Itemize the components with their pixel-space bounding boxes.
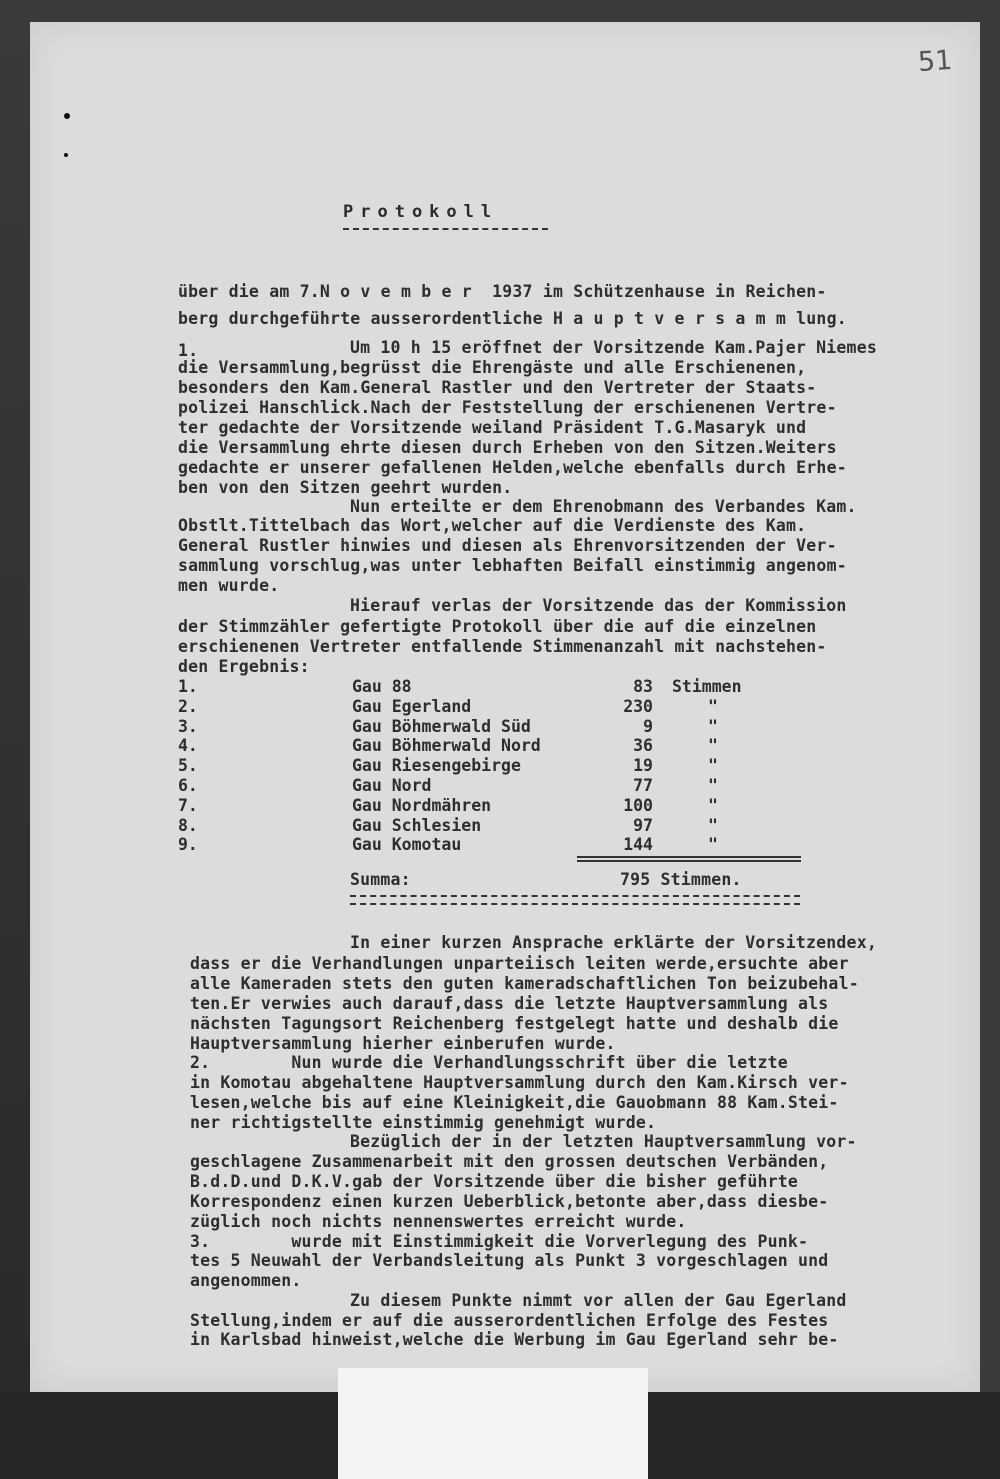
gau-name: Gau Böhmerwald Süd [352, 716, 531, 736]
paragraph-line: Obstlt.Tittelbach das Wort,welcher auf die Verdienste des Kam. [178, 516, 807, 535]
row-number: 7. [178, 795, 198, 815]
paragraph-line: Hauptversammlung hierher einberufen wurde. [190, 1034, 616, 1053]
row-number: 3. [178, 716, 198, 736]
folio-number: 51 [916, 44, 954, 79]
paragraph-line: Nun erteilte er dem Ehrenobmann des Verbandes Kam. [350, 497, 857, 516]
paragraph-line: polizei Hanschlick.Nach der Feststellung der erschienenen Vertre- [178, 398, 837, 417]
paragraph-line: Bezüglich der in der letzten Hauptversammlung vor- [350, 1132, 857, 1151]
paragraph-line: ten.Er verwies auch darauf,dass die letzte Hauptversammlung als [190, 994, 829, 1013]
paragraph-line: B.d.D.und D.K.V.gab der Vorsitzende über die bisher geführte [190, 1172, 799, 1191]
table-sum-rule [577, 860, 801, 862]
paragraph-line: gedachte er unserer gefallenen Helden,welche ebenfalls durch Erhe- [178, 458, 847, 477]
ditto-mark: " [708, 716, 718, 736]
gau-name: Gau Böhmerwald Nord [352, 736, 541, 756]
vote-count: 19 [633, 756, 653, 776]
gau-name: Gau Riesengebirge [352, 756, 521, 776]
ditto-mark: " [708, 776, 718, 795]
paragraph-line: sammlung vorschlug,was unter lebhaften Beifall einstimmig angenom- [178, 556, 847, 575]
vote-count: 97 [633, 815, 653, 835]
paragraph-line: die Versammlung ehrte diesen durch Erheben von den Sitzen.Weiters [178, 438, 837, 457]
ditto-mark: " [708, 795, 718, 815]
sum-double-underline [350, 895, 800, 897]
vote-count: 230 [623, 696, 653, 716]
paragraph-line: 2. Nun wurde die Verhandlungsschrift über die letzte [190, 1053, 788, 1072]
paragraph-line: Hierauf verlas der Vorsitzende das der Kommission [350, 596, 847, 615]
intro-line: über die am 7.N o v e m b e r 1937 im Schützenhause in Reichen- [178, 282, 827, 301]
paragraph-line: besonders den Kam.General Rastler und den Vertreter der Staats- [178, 378, 817, 397]
ditto-mark: " [708, 696, 718, 716]
paragraph-line: den Ergebnis: [178, 657, 310, 676]
row-number: 5. [178, 756, 198, 776]
row-number: 4. [178, 736, 198, 756]
row-number: 9. [178, 835, 198, 855]
paragraph-line: General Rustler hinwies und diesen als Ehrenvorsitzenden der Ver- [178, 536, 837, 555]
sum-value: 795 Stimmen. [620, 870, 742, 889]
document-title: Protokoll [343, 202, 499, 222]
paragraph-line: men wurde. [178, 576, 280, 595]
gau-name: Gau Nordmähren [352, 795, 492, 815]
paragraph-line: dass er die Verhandlungen unparteiisch leiten werde,ersuchte aber [190, 954, 849, 973]
paragraph-line: züglich noch nichts nennenswertes erreicht wurde. [190, 1212, 687, 1231]
ditto-mark: " [708, 815, 718, 835]
paragraph-line: geschlagene Zusammenarbeit mit den grossen deutschen Verbänden, [190, 1152, 829, 1171]
paragraph-line: die Versammlung,begrüsst die Ehrengäste und alle Erschienenen, [178, 358, 807, 377]
vote-count: 100 [623, 795, 653, 815]
paragraph-line: angenommen. [190, 1271, 302, 1290]
paragraph-line: Korrespondenz einen kurzen Ueberblick,betonte aber,dass diesbe- [190, 1192, 829, 1211]
vote-count: 83 [633, 677, 653, 696]
paragraph-line: erschienenen Vertreter entfallende Stimmenanzahl mit nachstehen- [178, 637, 827, 656]
paragraph-line: ner richtigstellte einstimmig genehmigt wurde. [190, 1113, 657, 1132]
section-number: 1. [178, 341, 199, 360]
vote-count: 144 [623, 835, 653, 855]
scan-left-edge [0, 0, 30, 1392]
punch-mark [64, 153, 68, 157]
scan-white-card [338, 1368, 648, 1479]
vote-count: 36 [633, 736, 653, 756]
paragraph-line: tes 5 Neuwahl der Verbandsleitung als Punkt 3 vorgeschlagen und [190, 1251, 829, 1270]
paragraph-line: lesen,welche bis auf eine Kleinigkeit,die Gauobmann 88 Kam.Stei- [190, 1093, 839, 1112]
punch-mark [64, 113, 70, 119]
sum-double-underline [350, 903, 800, 905]
paragraph-line: Um 10 h 15 eröffnet der Vorsitzende Kam.Pajer Niemes [350, 338, 877, 357]
gau-name: Gau Komotau [352, 835, 462, 855]
paragraph-line: ben von den Sitzen geehrt wurden. [178, 478, 513, 497]
gau-name: Gau 88 [352, 677, 412, 696]
sum-label: Summa: [350, 870, 411, 889]
intro-line: berg durchgeführte ausserordentliche H a u p t v e r s a m m lung. [178, 309, 847, 328]
paragraph-line: der Stimmzähler gefertigte Protokoll über die auf die einzelnen [178, 617, 817, 636]
table-sum-rule [577, 856, 801, 858]
paragraph-line: Stellung,indem er auf die ausserordentlichen Erfolge des Festes [190, 1311, 829, 1330]
paragraph-line: ter gedachte der Vorsitzende weiland Präsident T.G.Masaryk und [178, 418, 807, 437]
paragraph-line: nächsten Tagungsort Reichenberg festgelegt hatte und deshalb die [190, 1014, 839, 1033]
vote-count: 9 [643, 716, 653, 736]
paragraph-line: 3. wurde mit Einstimmigkeit die Vorverlegung des Punk- [190, 1232, 809, 1251]
ditto-mark: " [708, 835, 718, 855]
votes-unit-header: Stimmen [672, 677, 742, 696]
gau-name: Gau Egerland [352, 696, 472, 716]
row-number: 6. [178, 776, 198, 795]
title-underline [343, 228, 548, 230]
vote-count: 77 [633, 776, 653, 795]
paragraph-line: in Karlsbad hinweist,welche die Werbung im Gau Egerland sehr be- [190, 1330, 839, 1349]
gau-name: Gau Schlesien [352, 815, 482, 835]
paragraph-line: Zu diesem Punkte nimmt vor allen der Gau Egerland [350, 1291, 847, 1310]
ditto-mark: " [708, 736, 718, 756]
paragraph-line: alle Kameraden stets den guten kameradschaftlichen Ton beizubehal- [190, 974, 859, 993]
ditto-mark: " [708, 756, 718, 776]
row-number: 2. [178, 696, 198, 716]
paragraph-line: In einer kurzen Ansprache erklärte der Vorsitzendex, [350, 933, 877, 952]
gau-name: Gau Nord [352, 776, 432, 795]
row-number: 8. [178, 815, 198, 835]
row-number: 1. [178, 677, 198, 696]
paragraph-line: in Komotau abgehaltene Hauptversammlung durch den Kam.Kirsch ver- [190, 1073, 849, 1092]
